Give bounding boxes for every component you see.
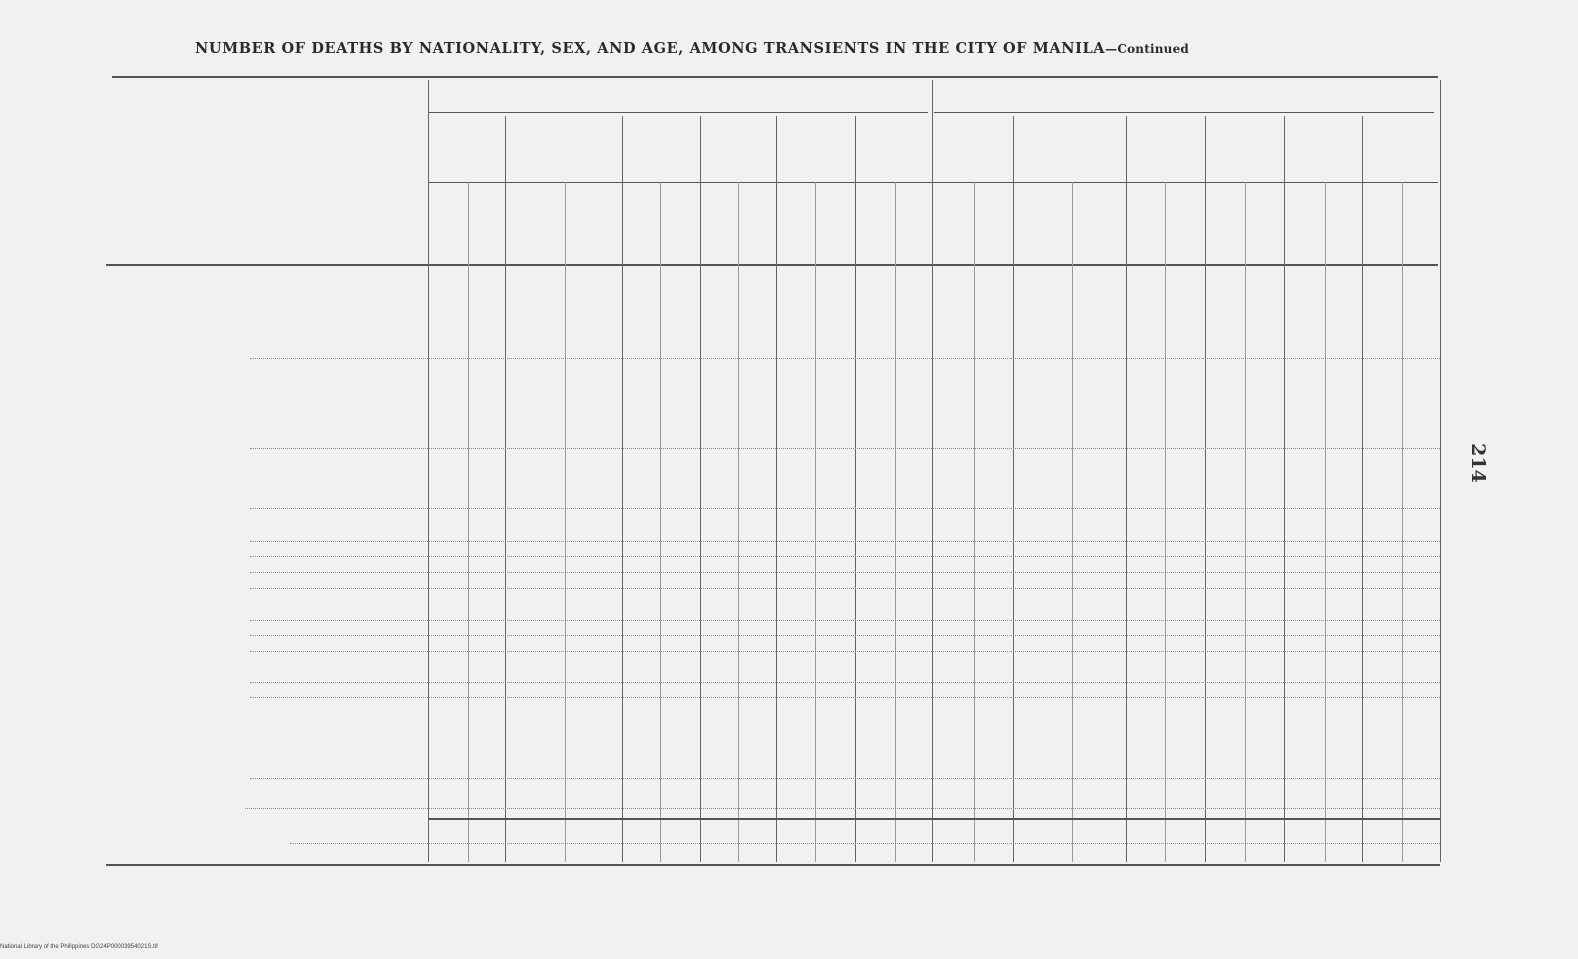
rule-v-10 bbox=[855, 116, 856, 862]
rule-v-0 bbox=[428, 80, 429, 862]
grand-total-dots bbox=[290, 843, 1440, 844]
rule-v-5 bbox=[660, 182, 661, 862]
rule-v-17 bbox=[1165, 182, 1166, 862]
rule-h-1 bbox=[428, 112, 928, 113]
rule-h-0 bbox=[112, 76, 1438, 78]
rule-h-2 bbox=[934, 112, 1434, 113]
leader-dots bbox=[250, 651, 1440, 652]
leader-dots bbox=[250, 697, 1440, 698]
leader-dots bbox=[250, 541, 1440, 542]
title-continued: —Continued bbox=[1105, 42, 1189, 56]
scan-footer: National Library of the Philippines DG24P00003954021S.tif bbox=[0, 944, 158, 950]
rule-h-4 bbox=[106, 264, 1438, 266]
page-number: 214 bbox=[1466, 443, 1489, 483]
leader-dots bbox=[250, 572, 1440, 573]
rule-v-15 bbox=[1072, 182, 1073, 862]
rule-v-12 bbox=[932, 80, 933, 862]
leader-dots bbox=[250, 635, 1440, 636]
rule-h-5 bbox=[106, 864, 1440, 866]
leader-dots bbox=[250, 556, 1440, 557]
rule-v-9 bbox=[815, 182, 816, 862]
rule-v-1 bbox=[468, 182, 469, 862]
rule-v-11 bbox=[895, 182, 896, 862]
rule-v-21 bbox=[1325, 182, 1326, 862]
total-dots bbox=[245, 808, 1440, 809]
rule-v-20 bbox=[1284, 116, 1285, 862]
leader-dots bbox=[250, 358, 1440, 359]
leader-dots bbox=[250, 778, 1440, 779]
leader-dots bbox=[250, 448, 1440, 449]
leader-dots bbox=[250, 508, 1440, 509]
rule-v-7 bbox=[738, 182, 739, 862]
rule-v-8 bbox=[776, 116, 777, 862]
total-rule bbox=[428, 818, 1440, 820]
rule-v-18 bbox=[1205, 116, 1206, 862]
rule-v-23 bbox=[1402, 182, 1403, 862]
rule-v-2 bbox=[505, 116, 506, 862]
rule-v-6 bbox=[700, 116, 701, 862]
rule-h-3 bbox=[428, 182, 1438, 183]
rule-v-24 bbox=[1440, 80, 1441, 862]
leader-dots bbox=[250, 620, 1440, 621]
title-main: NUMBER OF DEATHS BY NATIONALITY, SEX, AND AGE, AMONG TRANSIENTS IN THE CITY OF MANILA bbox=[195, 40, 1106, 57]
table-title bbox=[195, 40, 1345, 57]
rule-v-14 bbox=[1013, 116, 1014, 862]
rule-v-4 bbox=[622, 116, 623, 862]
leader-dots bbox=[250, 682, 1440, 683]
leader-dots bbox=[250, 588, 1440, 589]
rule-v-16 bbox=[1126, 116, 1127, 862]
rule-v-19 bbox=[1245, 182, 1246, 862]
rule-v-3 bbox=[565, 182, 566, 862]
rule-v-13 bbox=[974, 182, 975, 862]
rule-v-22 bbox=[1362, 116, 1363, 862]
